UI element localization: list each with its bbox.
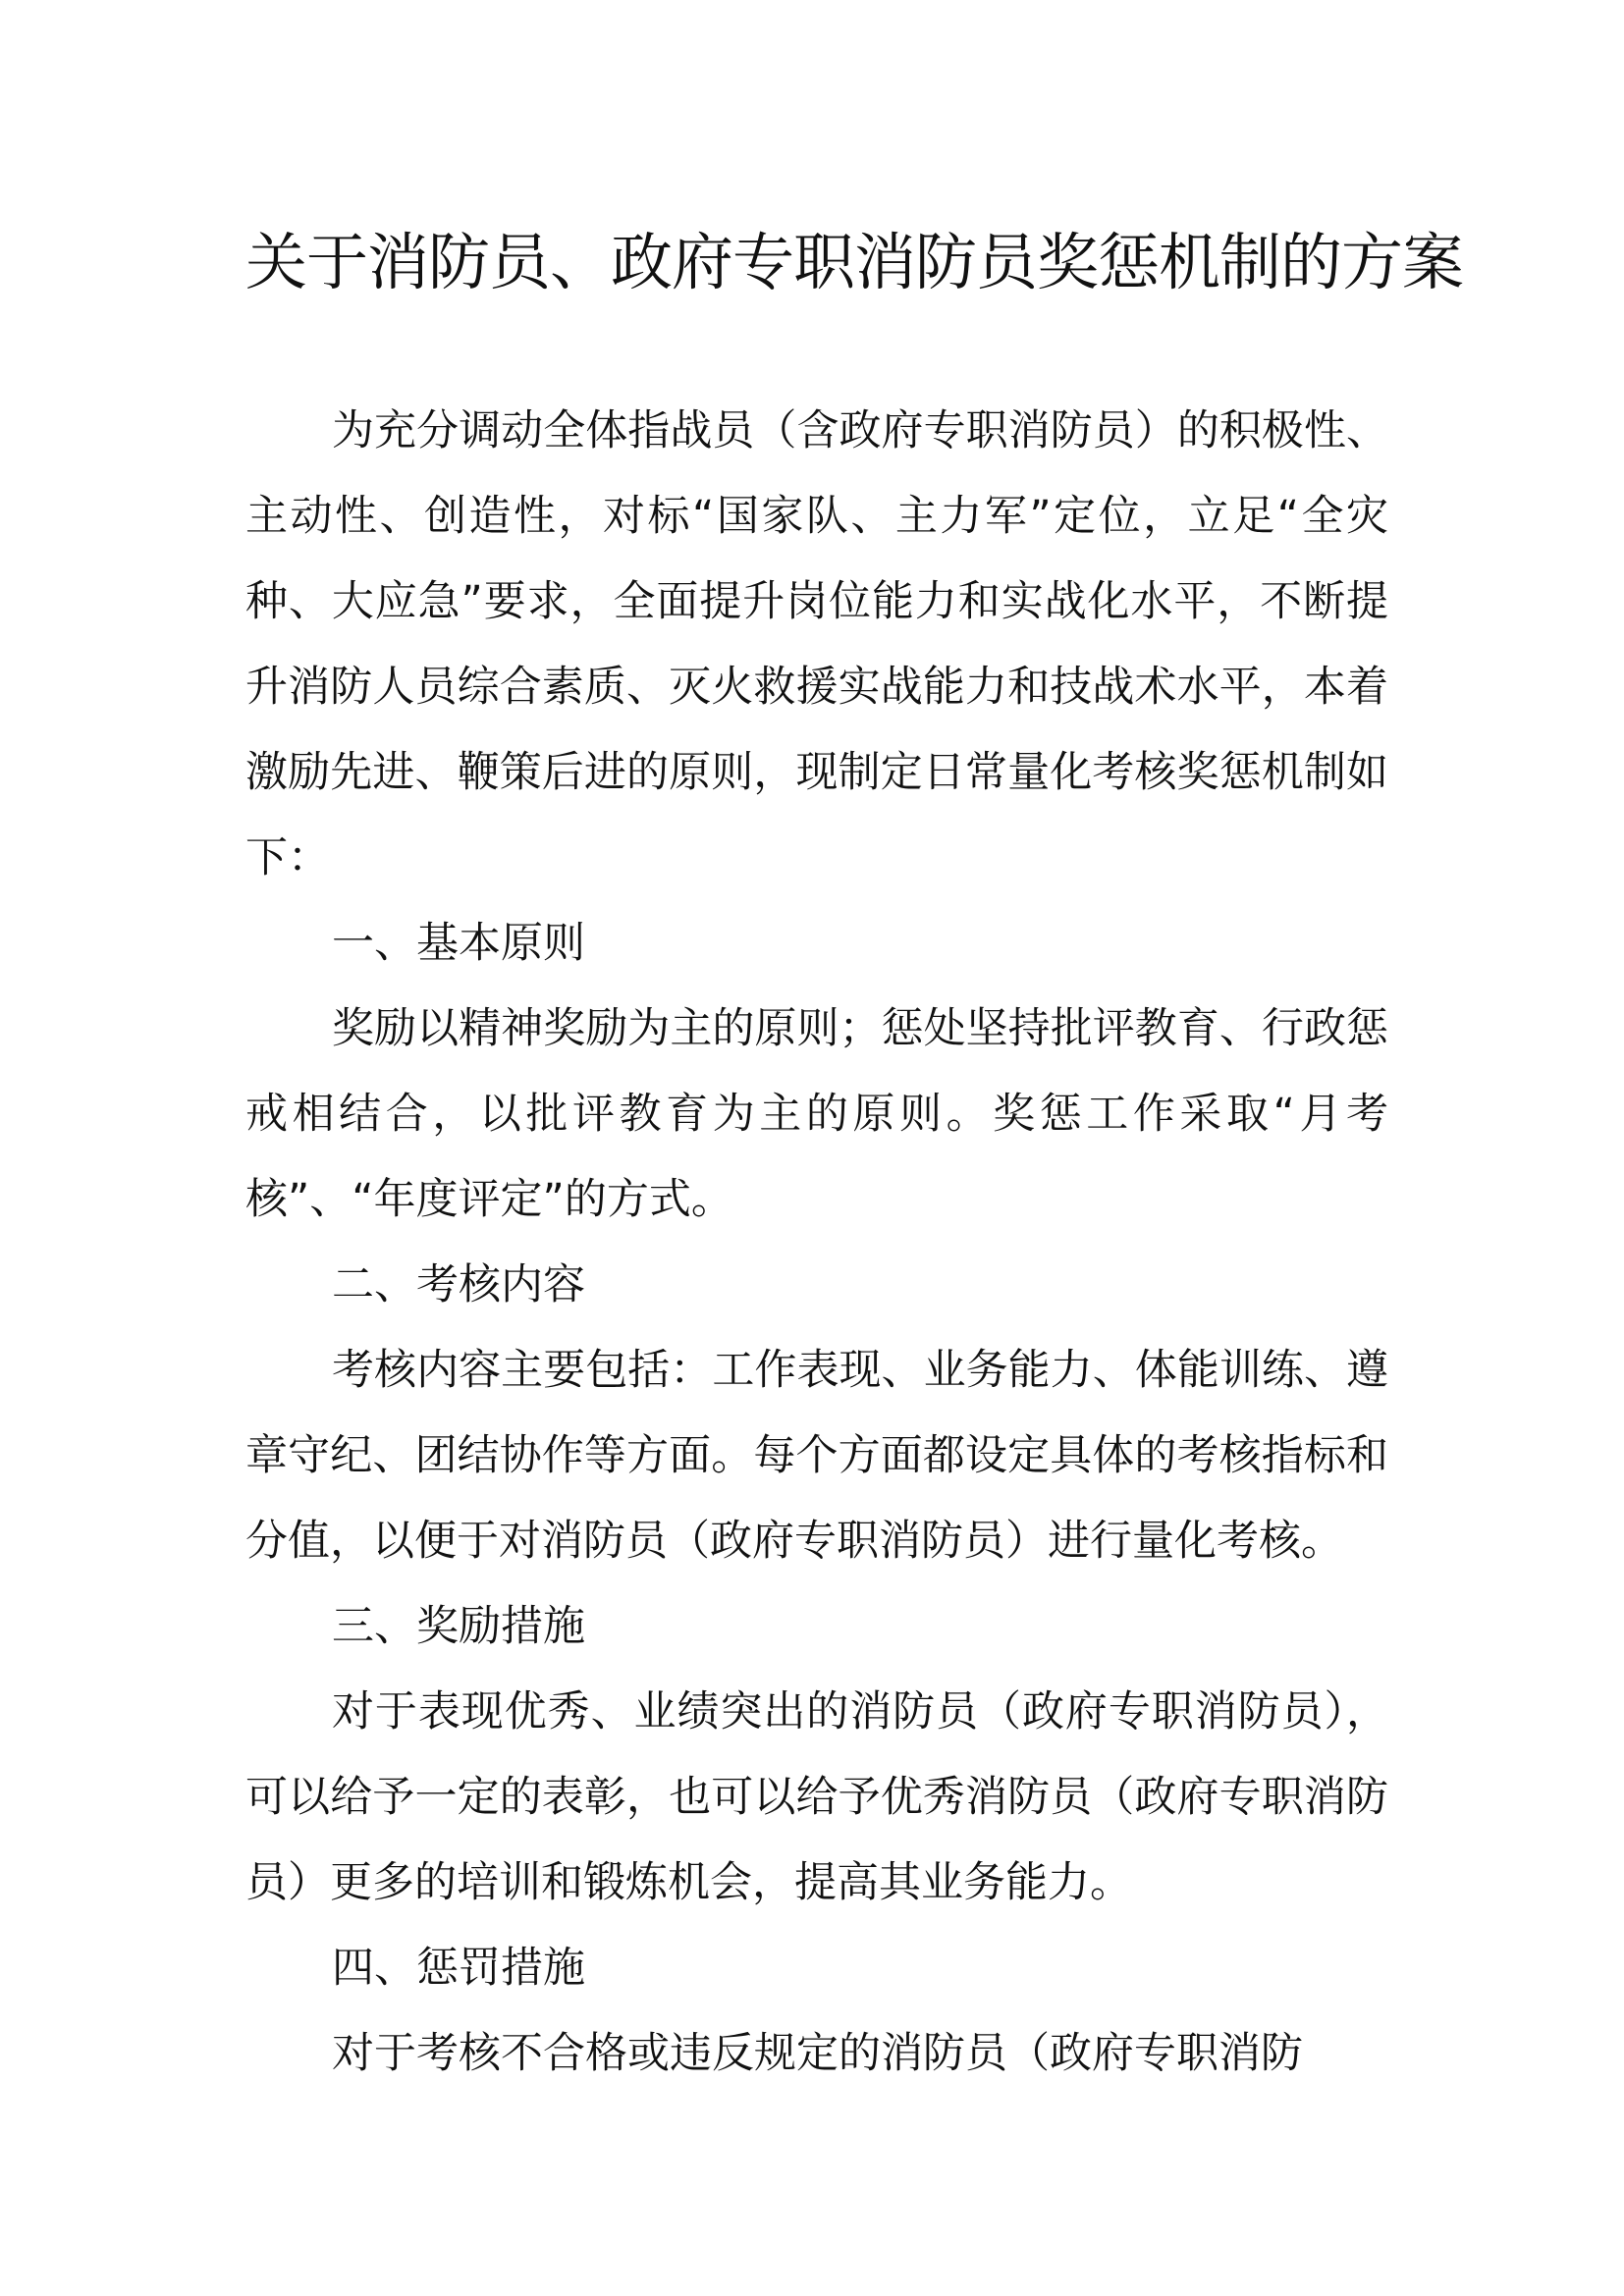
paragraph-assessment: 考核内容主要包括：工作表现、业务能力、体能训练、遵章守纪、团结协作等方面。每个方面都设定具体的考核指标和分值，以便于对消防员（政府专职消防员）进行量化考核。 [245, 1346, 1388, 1566]
section-heading-penalties: 四、惩罚措施 [332, 1944, 585, 1993]
paragraph-principles: 奖励以精神奖励为主的原则；惩处坚持批评教育、行政惩戒相结合，以批评教育为主的原则。奖惩工作采取“月考核”、“年度评定”的方式。 [245, 1004, 1388, 1224]
paragraph-intro: 为充分调动全体指战员（含政府专职消防员）的积极性、主动性、创造性，对标“国家队、主力军”定位，立足“全灾种、大应急”要求，全面提升岗位能力和实战化水平，不断提升消防人员综合素质、灭火救援实战能力和技战术水平，本着激励先进、鞭策后进的原则，现制定日常量化考核奖惩机制如下： [245, 406, 1388, 882]
paragraph-penalties: 对于考核不合格或违反规定的消防员（政府专职消防 [332, 2029, 1303, 2078]
section-heading-principles: 一、基本原则 [332, 919, 585, 968]
section-heading-assessment: 二、考核内容 [332, 1260, 585, 1309]
document-body [245, 389, 1388, 2097]
section-heading-rewards: 三、奖励措施 [332, 1602, 585, 1651]
paragraph-rewards: 对于表现优秀、业绩突出的消防员（政府专职消防员），可以给予一定的表彰，也可以给予优秀消防员（政府专职消防员）更多的培训和锻炼机会，提高其业务能力。 [245, 1687, 1388, 1907]
document-title: 关于消防员、政府专职消防员奖惩机制的方案 [245, 227, 1463, 298]
